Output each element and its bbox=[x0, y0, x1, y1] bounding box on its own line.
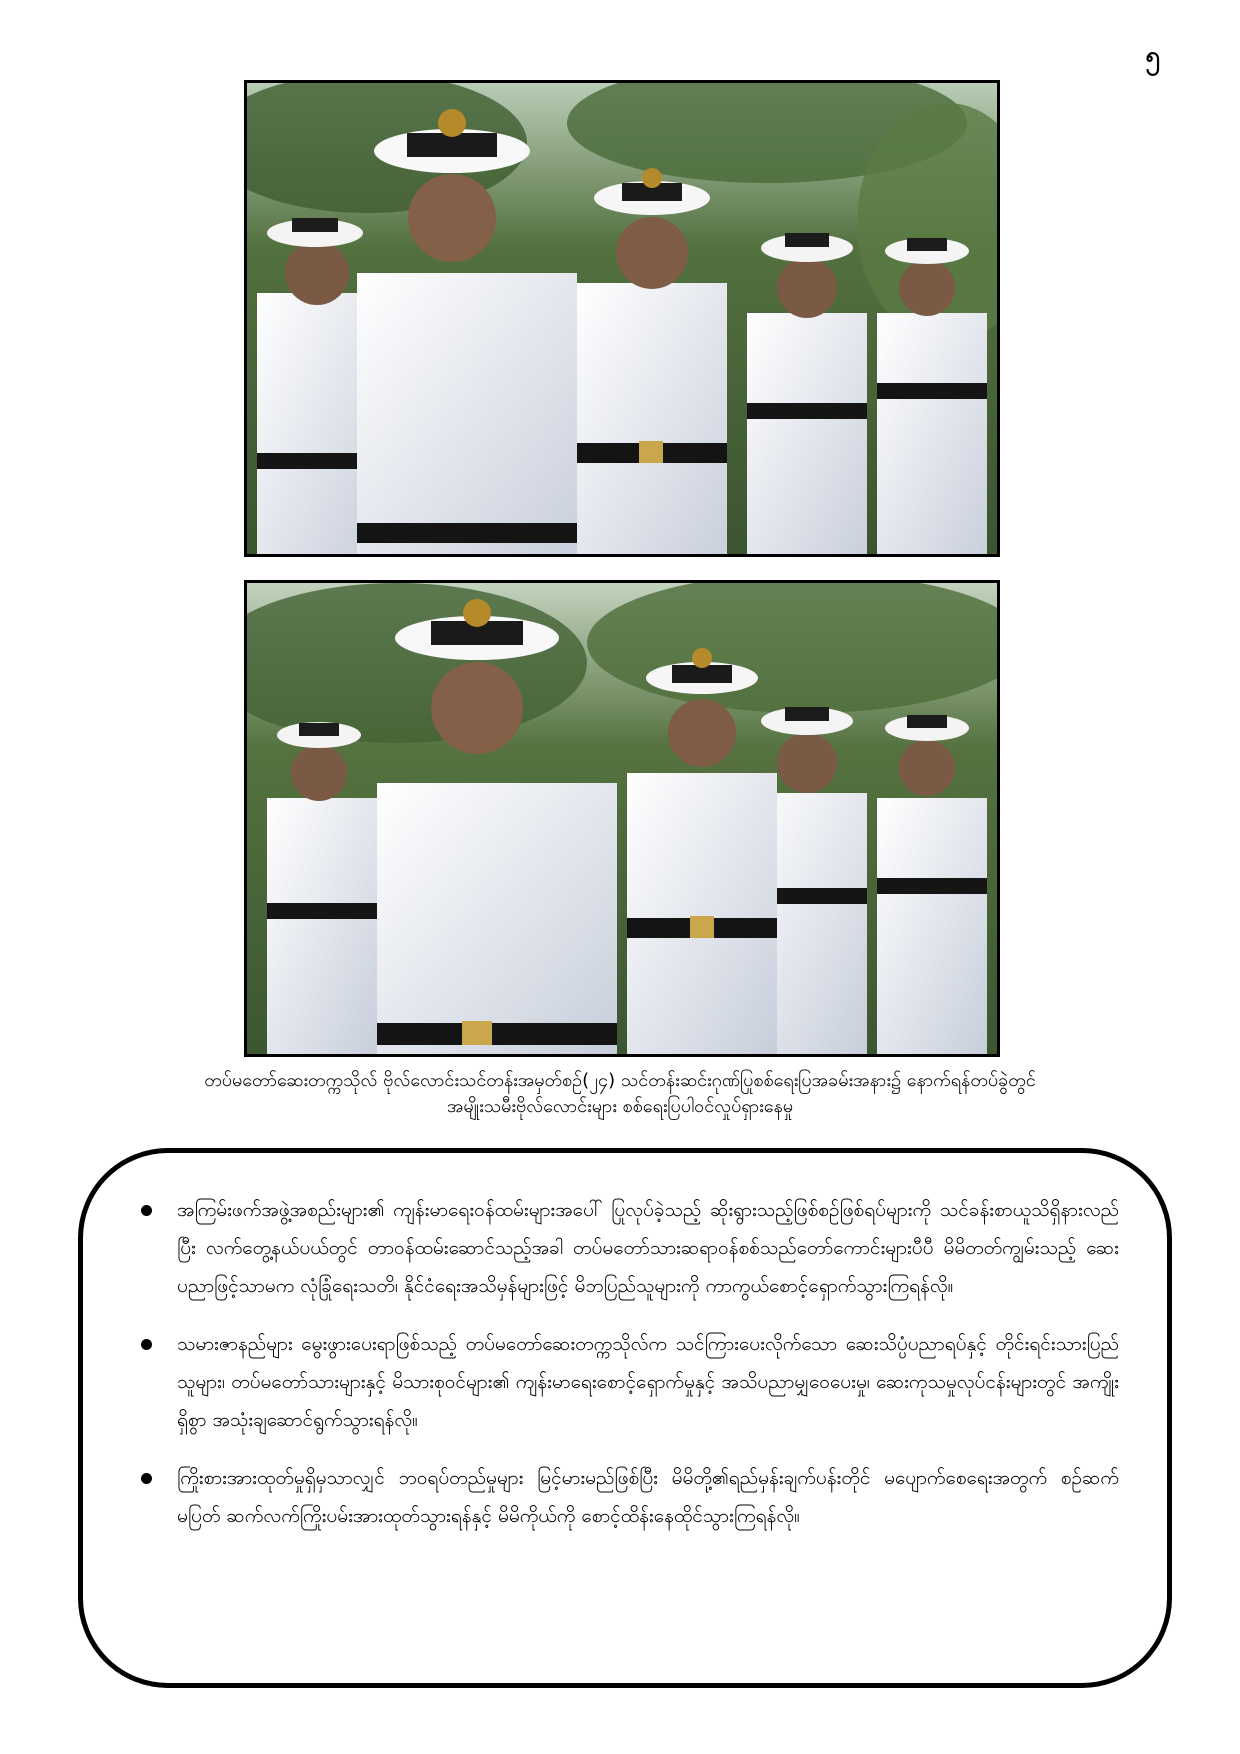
list-item-text: သမားဇာနည်များ မွေးဖွားပေးရာဖြစ်သည့် တပ်မတော်ဆေးတက္ကသိုလ်က သင်ကြားပေးလိုက်သော ဆေးသိပ္ပံပညာရပ်နှင့် တိုင်းရင်းသားပြည်သူများ၊ တပ်မတော်သားများနှင့် မိသားစုဝင်များ၏ ကျန်းမာရေးစောင့်ရှောက်မှုနှင့် အသိပညာမျှဝေပေးမှု၊ ဆေးကုသမှုလုပ်ငန်းများတွင် အကျိုးရှိစွာ အသုံးချဆောင်ရွက်သွားရန်လို။ bbox=[177, 1333, 1119, 1431]
parade-photo-2-image bbox=[247, 583, 997, 1054]
key-points-box bbox=[78, 1148, 1172, 1688]
list-item bbox=[141, 1459, 1119, 1535]
key-points-list bbox=[83, 1153, 1167, 1535]
page-number: ၅ bbox=[1145, 41, 1160, 71]
photo-caption bbox=[60, 1068, 1180, 1120]
parade-photo-1-image bbox=[247, 83, 997, 554]
caption-line-2: အမျိုးသမီးဗိုလ်လောင်းများ စစ်ရေးပြပါဝင်လှုပ်ရှားနေမှု bbox=[446, 1096, 794, 1117]
caption-line-1: တပ်မတော်ဆေးတက္ကသိုလ် ဗိုလ်လောင်းသင်တန်းအမှတ်စဉ်(၂၄) သင်တန်းဆင်းဂုဏ်ပြုစစ်ရေးပြအခမ်းအနား၌ နောက်ရန်တပ်ခွဲတွင် bbox=[204, 1070, 1036, 1091]
parade-photo-2 bbox=[244, 580, 1000, 1057]
list-item-text: ကြိုးစားအားထုတ်မှုရှိမှသာလျှင် ဘဝရပ်တည်မှုများ မြင့်မားမည်ဖြစ်ပြီး မိမိတို့၏ရည်မှန်းချက်ပန်းတိုင် မပျောက်စေရေးအတွက် စဉ်ဆက်မပြတ် ဆက်လက်ကြိုးပမ်းအားထုတ်သွားရန်နှင့် မိမိကိုယ်ကို စောင့်ထိန်းနေထိုင်သွားကြရန်လို။ bbox=[177, 1467, 1119, 1527]
list-item-text: အကြမ်းဖက်အဖွဲ့အစည်းများ၏ ကျန်းမာရေးဝန်ထမ်းများအပေါ် ပြုလုပ်ခဲ့သည့် ဆိုးရွားသည့်ဖြစ်စဉ်ဖြစ်ရပ်များကို သင်ခန်းစာယူသိရှိနားလည်ပြီး လက်တွေ့နယ်ပယ်တွင် တာဝန်ထမ်းဆောင်သည့်အခါ တပ်မတော်သားဆရာဝန်စစ်သည်တော်ကောင်းများပီပီ မိမိတတ်ကျွမ်းသည့် ဆေးပညာဖြင့်သာမက လုံခြုံရေးသတိ၊ နိုင်ငံရေးအသိမှန်များဖြင့် မိဘပြည်သူများကို ကာကွယ်စောင့်ရှောက်သွားကြရန်လို။ bbox=[177, 1199, 1119, 1297]
bullet-icon bbox=[141, 1205, 152, 1216]
list-item bbox=[141, 1325, 1119, 1439]
parade-photo-1 bbox=[244, 80, 1000, 557]
bullet-icon bbox=[141, 1473, 152, 1484]
list-item bbox=[141, 1191, 1119, 1305]
bullet-icon bbox=[141, 1339, 152, 1350]
